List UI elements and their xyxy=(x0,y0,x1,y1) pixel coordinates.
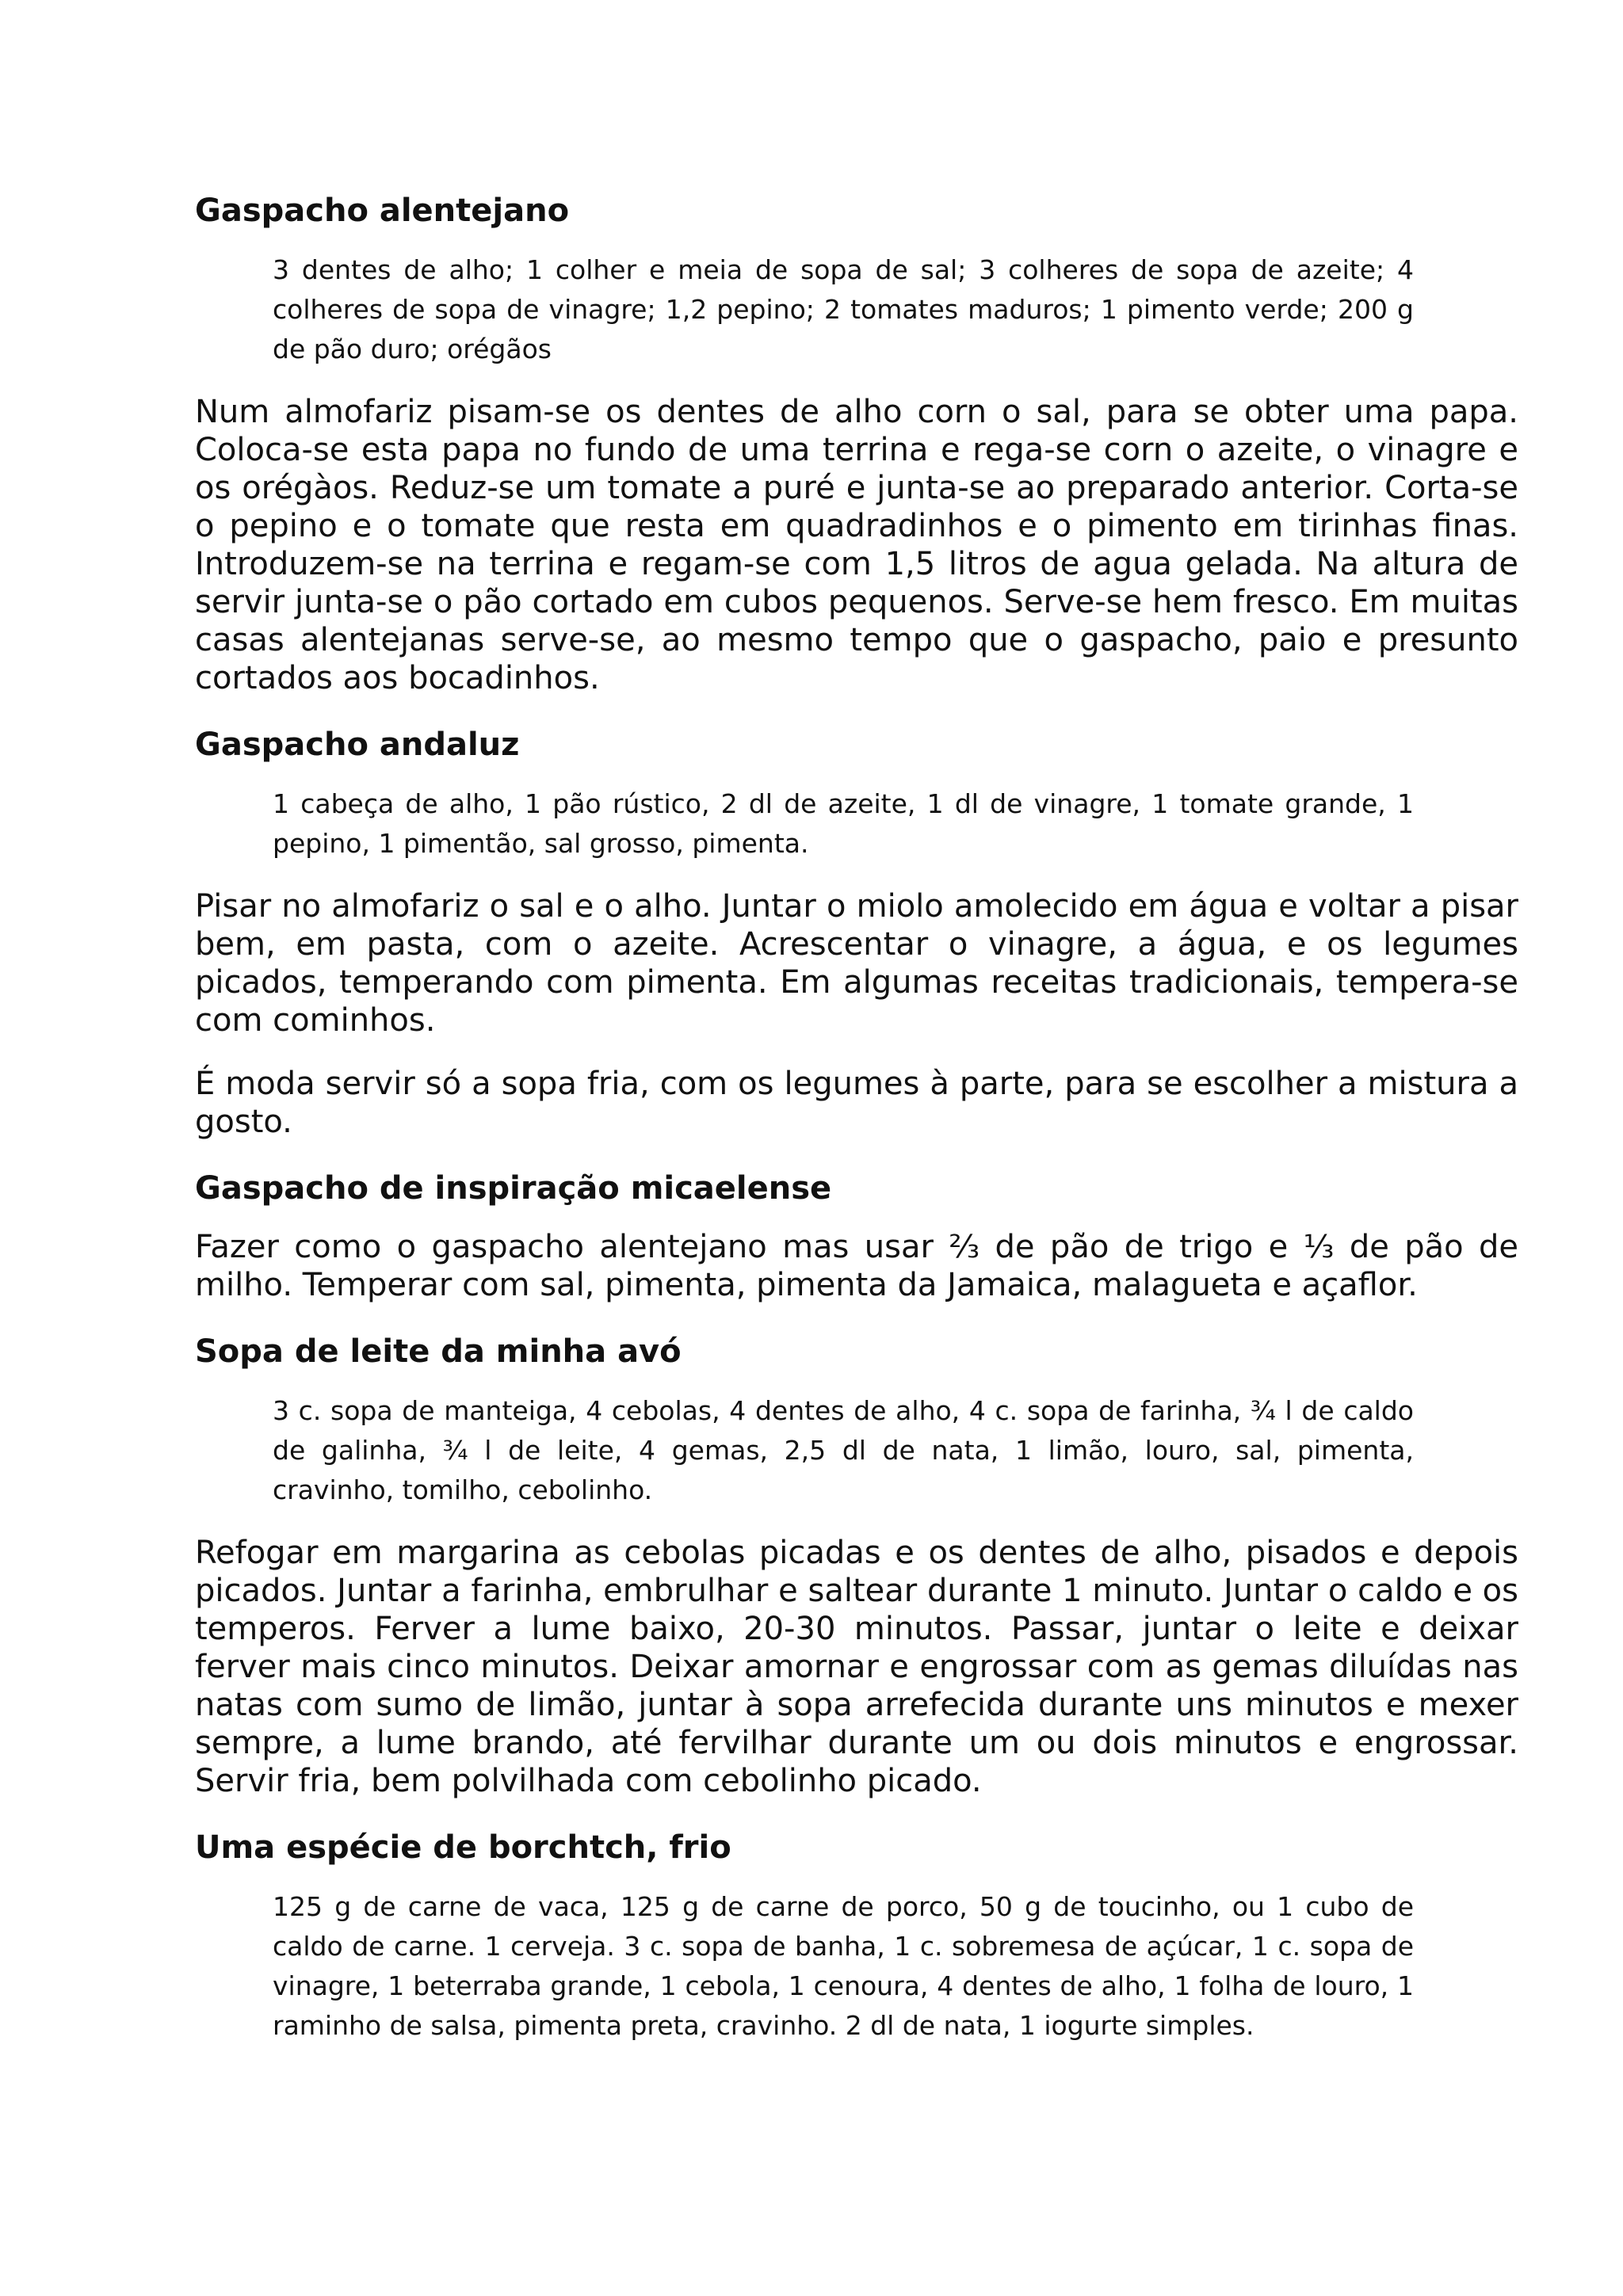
ingredients-list xyxy=(273,250,1414,369)
recipe-borchtch xyxy=(195,1825,1518,2046)
instructions-paragraph: Fazer como o gaspacho alentejano mas usar ⅔ de pão de trigo e ⅓ de pão de milho. Temperar com sal, pimenta, pimenta da Jamaica, malagueta e açaflor. xyxy=(195,1229,1518,1303)
recipe-title: Gaspacho andaluz xyxy=(195,727,520,763)
ingredients-text: 3 c. sopa de manteiga, 4 cebolas, 4 dentes de alho, 4 c. sopa de farinha, ¾ l de caldo de galinha, ¾ l de leite, 4 gemas, 2,5 dl de nata, 1 limão, louro, sal, pimenta, cravinho, tomilho, cebolinho. xyxy=(273,1395,1414,1505)
recipe-title: Sopa de leite da minha avó xyxy=(195,1333,682,1370)
instructions-paragraph: Num almofariz pisam-se os dentes de alho corn o sal, para se obter uma papa. Coloca-se esta papa no fundo de uma terrina e rega-se corn o azeite, o vinagre e os orégàos. Reduz-se um tomate a puré e junta-se ao preparado anterior. Corta-se o pepino e o tomate que resta em quadradinhos e o pimento em tirinhas finas. Introduzem-se na terrina e regam-se com 1,5 litros de agua gelada. Na altura de servir junta-se o pão cortado em cubos pequenos. Serve-se hem fresco. Em muitas casas alentejanas serve-se, ao mesmo tempo que o gaspacho, paio e presunto cortados aos bocadinhos. xyxy=(195,394,1518,696)
recipe-title: Uma espécie de borchtch, frio xyxy=(195,1829,731,1866)
instructions-paragraph: É moda servir só a sopa fria, com os legumes à parte, para se escolher a mistura a gosto. xyxy=(195,1066,1518,1140)
instructions xyxy=(195,1228,1518,1304)
recipe-title: Gaspacho de inspiração micaelense xyxy=(195,1170,832,1207)
ingredients-text: 1 cabeça de alho, 1 pão rústico, 2 dl de azeite, 1 dl de vinagre, 1 tomate grande, 1 pepino, 1 pimentão, sal grosso, pimenta. xyxy=(273,788,1414,859)
instructions-paragraph: Refogar em margarina as cebolas picadas e os dentes de alho, pisados e depois picados. Juntar a farinha, embrulhar e saltear durante 1 minuto. Juntar o caldo e os temperos. Ferver a lume baixo, 20-30 minutos. Passar, juntar o leite e deixar ferver mais cinco minutos. Deixar amornar e engrossar com as gemas diluídas nas natas com sumo de limão, juntar à sopa arrefecida durante uns minutos e mexer sempre, a lume brando, até fervilhar durante um ou dois minutos e engrossar. Servir fria, bem polvilhada com cebolinho picado. xyxy=(195,1535,1518,1799)
recipe-title: Gaspacho alentejano xyxy=(195,193,570,229)
document-page xyxy=(195,189,1518,2069)
ingredients-list xyxy=(273,1391,1414,1510)
ingredients-list xyxy=(273,784,1414,864)
recipe-sopa-de-leite xyxy=(195,1329,1518,1800)
instructions xyxy=(195,393,1518,697)
ingredients-list xyxy=(273,1887,1414,2046)
instructions xyxy=(195,1065,1518,1141)
instructions xyxy=(195,1534,1518,1800)
instructions-paragraph: Pisar no almofariz o sal e o alho. Juntar o miolo amolecido em água e voltar a pisar bem, em pasta, com o azeite. Acrescentar o vinagre, a água, e os legumes picados, temperando com pimenta. Em algumas receitas tradicionais, tempera-se com cominhos. xyxy=(195,888,1518,1039)
recipe-gaspacho-alentejano xyxy=(195,189,1518,697)
ingredients-text: 3 dentes de alho; 1 colher e meia de sopa de sal; 3 colheres de sopa de azeite; 4 colheres de sopa de vinagre; 1,2 pepino; 2 tomates maduros; 1 pimento verde; 200 g de pão duro; orégãos xyxy=(273,254,1414,364)
ingredients-text: 125 g de carne de vaca, 125 g de carne de porco, 50 g de toucinho, ou 1 cubo de caldo de carne. 1 cerveja. 3 c. sopa de banha, 1 c. sobremesa de açúcar, 1 c. sopa de vinagre, 1 beterraba grande, 1 cebola, 1 cenoura, 4 dentes de alho, 1 folha de louro, 1 raminho de salsa, pimenta preta, cravinho. 2 dl de nata, 1 iogurte simples. xyxy=(273,1891,1414,2041)
recipe-gaspacho-micaelense xyxy=(195,1166,1518,1304)
recipe-gaspacho-andaluz xyxy=(195,723,1518,1141)
instructions xyxy=(195,887,1518,1039)
